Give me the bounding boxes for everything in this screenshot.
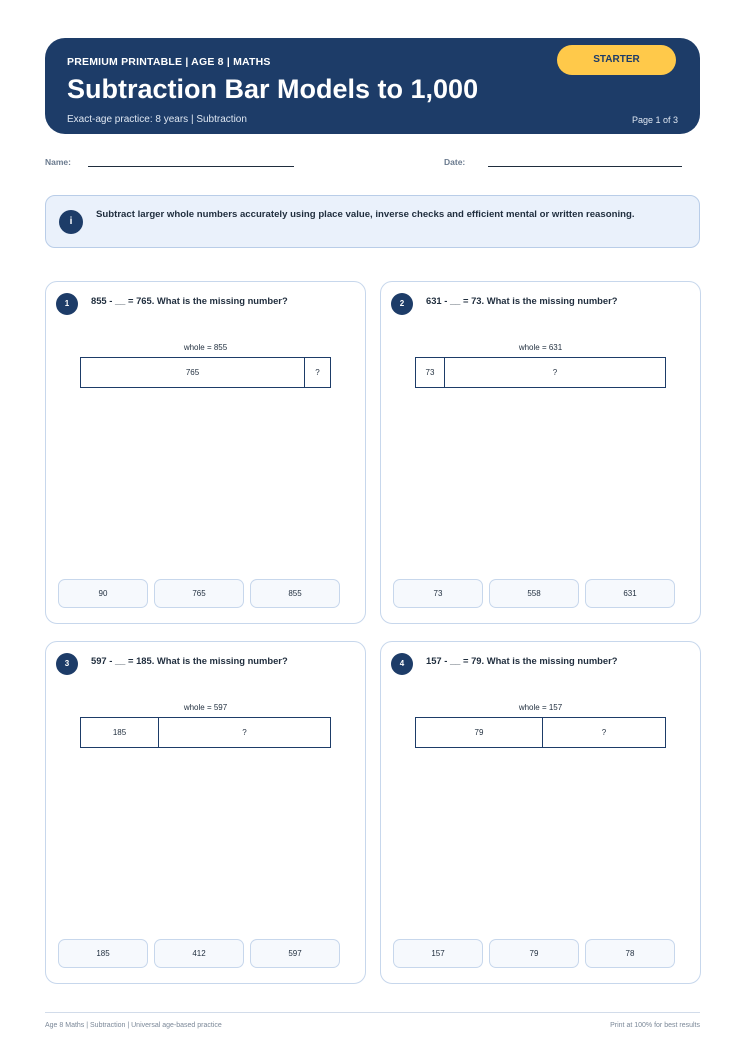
question-text: 631 - __ = 73. What is the missing number? (426, 295, 618, 306)
question-number: 1 (56, 293, 78, 315)
answer-option[interactable]: 78 (585, 939, 675, 968)
bar-whole-label: whole = 631 (518, 343, 563, 352)
bar-part-known: 73 (425, 368, 435, 377)
answer-option[interactable]: 90 (58, 579, 148, 608)
bar-part-known: 79 (474, 728, 484, 737)
answer-option[interactable]: 597 (250, 939, 340, 968)
answer-option[interactable]: 73 (393, 579, 483, 608)
question-text: 597 - __ = 185. What is the missing number? (91, 655, 288, 666)
bar-part-missing: ? (542, 718, 665, 747)
bar-model (415, 357, 666, 388)
date-label: Date: (444, 157, 466, 167)
question-text: 157 - __ = 79. What is the missing number? (426, 655, 618, 666)
question-text: 855 - __ = 765. What is the missing number? (91, 295, 288, 306)
instruction-panel (45, 195, 700, 248)
name-label: Name: (45, 157, 71, 167)
answer-option[interactable]: 631 (585, 579, 675, 608)
answer-option[interactable]: 79 (489, 939, 579, 968)
footer-right-text: Print at 100% for best results (610, 1022, 700, 1029)
bar-whole-label: whole = 157 (518, 703, 563, 712)
instruction-text: Subtract larger whole numbers accurately using place value, inverse checks and efficient mental or written reasoning. (96, 209, 635, 220)
answer-option[interactable]: 412 (154, 939, 244, 968)
question-number: 4 (391, 653, 413, 675)
bar-whole-label: whole = 855 (183, 343, 228, 352)
answer-option[interactable]: 855 (250, 579, 340, 608)
bar-part-known: 185 (112, 728, 127, 737)
footer-divider (45, 1012, 700, 1013)
answer-option[interactable]: 558 (489, 579, 579, 608)
bar-model (80, 717, 331, 748)
question-number: 2 (391, 293, 413, 315)
question-card-3 (45, 641, 366, 984)
bar-model (80, 357, 331, 388)
question-card-4 (380, 641, 701, 984)
bar-model (415, 717, 666, 748)
bar-part-missing: ? (304, 358, 330, 387)
header-subtitle: Exact-age practice: 8 years | Subtraction (67, 114, 247, 125)
name-line[interactable] (88, 166, 294, 167)
page-title: Subtraction Bar Models to 1,000 (67, 74, 479, 104)
bar-whole-label: whole = 597 (183, 703, 228, 712)
info-icon: i (59, 210, 83, 234)
level-badge: STARTER (557, 45, 676, 75)
header-kicker: PREMIUM PRINTABLE | AGE 8 | MATHS (67, 56, 271, 68)
question-number: 3 (56, 653, 78, 675)
date-line[interactable] (488, 166, 682, 167)
bar-part-known: 765 (185, 368, 200, 377)
answer-option[interactable]: 185 (58, 939, 148, 968)
footer-left-text: Age 8 Maths | Subtraction | Universal age-based practice (45, 1022, 222, 1029)
question-card-1 (45, 281, 366, 624)
bar-part-missing: ? (158, 718, 330, 747)
bar-part-missing: ? (444, 358, 665, 387)
question-card-2 (380, 281, 701, 624)
worksheet-header (45, 38, 700, 134)
answer-option[interactable]: 765 (154, 579, 244, 608)
answer-option[interactable]: 157 (393, 939, 483, 968)
page-number: Page 1 of 3 (631, 115, 678, 125)
